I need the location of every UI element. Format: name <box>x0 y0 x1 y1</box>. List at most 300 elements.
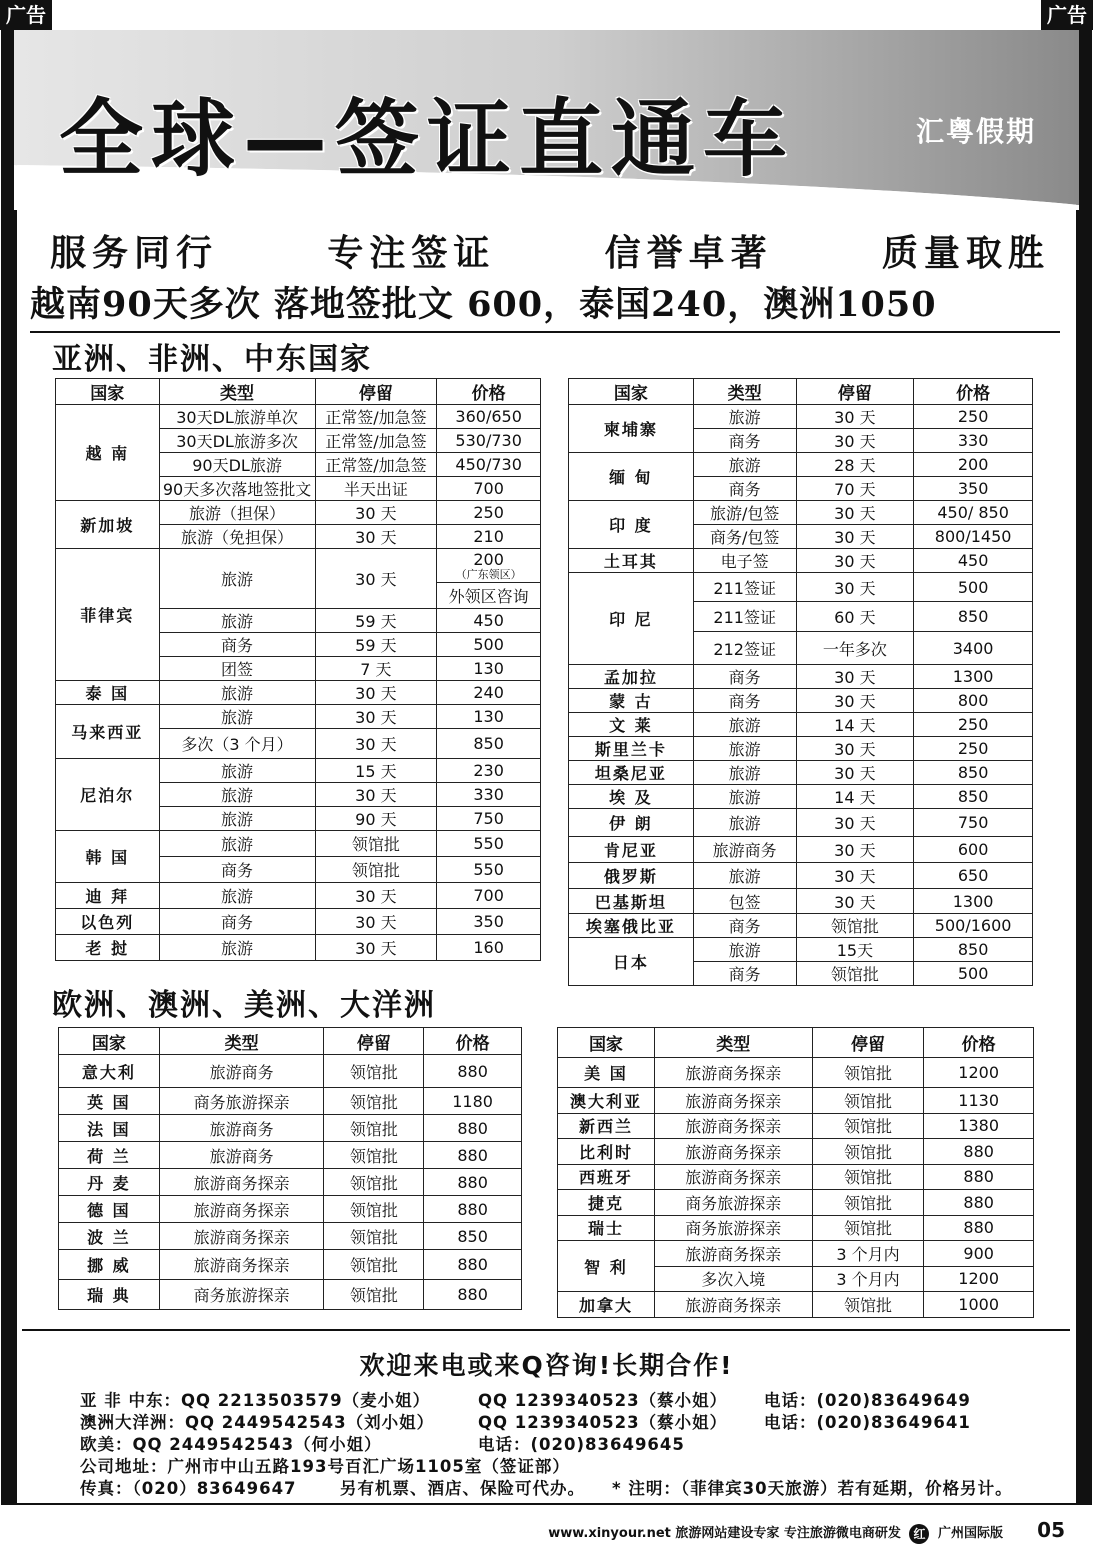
type-cell: 90天多次落地签批文 <box>159 477 315 501</box>
country-cell: 文 莱 <box>569 713 694 737</box>
type-cell: 30天DL旅游单次 <box>159 405 315 429</box>
slogan-item: 专注签证 <box>327 233 496 274</box>
type-cell: 商务 <box>693 665 796 689</box>
stay-cell: 30 天 <box>315 705 437 729</box>
header-price: 价格 <box>437 379 541 405</box>
stay-cell: 30 天 <box>796 405 914 429</box>
table-row <box>59 1250 522 1280</box>
price-cell: 550 <box>437 831 541 857</box>
type-cell: 旅游 <box>159 783 315 807</box>
table-row <box>569 689 1033 713</box>
contact-asia-qq: 亚 非 中东：QQ 2213503579（麦小姐） <box>80 1391 431 1410</box>
type-cell: 旅游 <box>159 831 315 857</box>
footer-note: * 注明：（菲律宾30天旅游）若有延期，价格另计。 <box>612 1479 1013 1498</box>
stay-cell: 30 天 <box>315 783 437 807</box>
price-cell: 880 <box>424 1055 522 1088</box>
price-cell: 880 <box>424 1196 522 1223</box>
price-cell: 250 <box>437 501 541 525</box>
price-cell: 1300 <box>914 889 1033 914</box>
country-cell: 肯尼亚 <box>569 837 694 863</box>
stay-cell: 一年多次 <box>796 632 914 665</box>
table-row <box>59 1115 522 1142</box>
stay-cell: 30 天 <box>315 909 437 935</box>
stay-cell: 3 个月内 <box>812 1266 924 1292</box>
bottom-credits <box>548 1522 1003 1544</box>
price-cell: 1000 <box>924 1292 1034 1318</box>
country-cell: 加拿大 <box>558 1292 655 1318</box>
table-row <box>558 1139 1034 1165</box>
price-cell: 1300 <box>914 665 1033 689</box>
price-cell <box>437 549 541 583</box>
stay-cell: 60 天 <box>796 602 914 632</box>
price-cell: 900 <box>924 1241 1034 1267</box>
ad-label-left: 广告 <box>0 0 52 30</box>
country-cell: 泰 国 <box>56 681 160 705</box>
stay-cell: 14 天 <box>796 713 914 737</box>
stay-cell: 领馆批 <box>812 1088 924 1114</box>
country-cell: 波 兰 <box>59 1223 160 1250</box>
type-cell: 商务 <box>693 429 796 453</box>
country-cell: 柬埔寨 <box>569 405 694 453</box>
stay-cell: 30 天 <box>796 889 914 914</box>
type-cell: 旅游 <box>693 405 796 429</box>
table-row <box>558 1241 1034 1267</box>
price-cell: 880 <box>924 1164 1034 1190</box>
country-cell: 埃 及 <box>569 785 694 809</box>
table-row <box>558 1058 1034 1088</box>
stay-cell: 14 天 <box>796 785 914 809</box>
stay-cell: 30 天 <box>796 863 914 889</box>
price-cell: 550 <box>437 857 541 883</box>
price-cell: 210 <box>437 525 541 549</box>
stay-cell: 领馆批 <box>315 857 437 883</box>
price-cell: 1180 <box>424 1088 522 1115</box>
price-cell: 450/730 <box>437 453 541 477</box>
contact-oceania-qq2: QQ 1239340523（蔡小姐） <box>478 1413 728 1432</box>
header-type: 类型 <box>159 379 315 405</box>
stay-cell: 90 天 <box>315 807 437 831</box>
table-row <box>569 914 1033 938</box>
type-cell: 商务 <box>159 909 315 935</box>
slogan-item: 质量取胜 <box>881 233 1050 274</box>
type-cell: 商务旅游探亲 <box>654 1190 812 1216</box>
stay-cell: 领馆批 <box>324 1088 424 1115</box>
price-cell: 750 <box>437 807 541 831</box>
country-cell: 马来西亚 <box>56 705 160 759</box>
price-cell: 250 <box>914 713 1033 737</box>
stay-cell: 领馆批 <box>812 1058 924 1088</box>
country-cell: 越 南 <box>56 405 160 501</box>
stay-cell: 30 天 <box>315 729 437 759</box>
table-row <box>569 737 1033 761</box>
stay-cell: 领馆批 <box>324 1142 424 1169</box>
price-cell: 330 <box>437 783 541 807</box>
type-cell: 旅游 <box>693 809 796 837</box>
price-value: 200 <box>473 550 504 569</box>
type-cell: 旅游 <box>159 705 315 729</box>
country-cell: 美 国 <box>558 1058 655 1088</box>
price-cell: 700 <box>437 883 541 909</box>
stay-cell: 领馆批 <box>812 1139 924 1165</box>
edition-label: 广州国际版 <box>937 1526 1003 1541</box>
price-cell: 450 <box>914 549 1033 573</box>
price-cell: 160 <box>437 935 541 961</box>
country-cell: 瑞 典 <box>59 1280 160 1310</box>
table-row <box>569 453 1033 477</box>
stay-cell: 30 天 <box>796 809 914 837</box>
country-cell: 荷 兰 <box>59 1142 160 1169</box>
type-cell: 电子签 <box>693 549 796 573</box>
stay-cell: 7 天 <box>315 657 437 681</box>
type-cell: 商务旅游探亲 <box>654 1215 812 1241</box>
banner <box>14 30 1079 210</box>
country-cell: 智 利 <box>558 1241 655 1292</box>
price-cell: 500/1600 <box>914 914 1033 938</box>
table-header-row <box>558 1028 1034 1058</box>
type-cell: 90天DL旅游 <box>159 453 315 477</box>
price-cell: 3400 <box>914 632 1033 665</box>
stay-cell: 30 天 <box>315 681 437 705</box>
table-row <box>569 837 1033 863</box>
stay-cell: 30 天 <box>796 573 914 602</box>
type-cell: 211签证 <box>693 602 796 632</box>
price-cell: 240 <box>437 681 541 705</box>
country-cell: 土耳其 <box>569 549 694 573</box>
stay-cell: 领馆批 <box>812 1190 924 1216</box>
section-title-asia: 亚洲、非洲、中东国家 <box>52 342 372 377</box>
price-cell: 850 <box>914 938 1033 962</box>
type-cell: 旅游商务 <box>159 1055 324 1088</box>
table-row <box>569 938 1033 962</box>
header-stay: 停留 <box>315 379 437 405</box>
price-cell: 750 <box>914 809 1033 837</box>
price-cell: 880 <box>424 1250 522 1280</box>
stay-cell: 领馆批 <box>324 1223 424 1250</box>
price-cell: 850 <box>914 785 1033 809</box>
price-cell: 1130 <box>924 1088 1034 1114</box>
country-cell: 新西兰 <box>558 1113 655 1139</box>
type-cell: 商务旅游探亲 <box>159 1088 324 1115</box>
contact-asia-tel: 电话：(020)83649649 <box>764 1391 971 1410</box>
country-cell: 巴基斯坦 <box>569 889 694 914</box>
type-cell: 旅游商务探亲 <box>159 1223 324 1250</box>
price-cell: 880 <box>924 1139 1034 1165</box>
type-cell: 旅游商务 <box>159 1142 324 1169</box>
footer-title: 欢迎来电或来Q咨询!长期合作! <box>359 1351 734 1380</box>
table-row <box>56 909 541 935</box>
stay-cell: 领馆批 <box>324 1055 424 1088</box>
stay-cell: 59 天 <box>315 633 437 657</box>
header-price: 价格 <box>924 1028 1034 1058</box>
table-row <box>569 809 1033 837</box>
table-row <box>558 1088 1034 1114</box>
stay-cell: 领馆批 <box>324 1250 424 1280</box>
stay-cell: 59 天 <box>315 609 437 633</box>
site-credit: www.xinyour.net 旅游网站建设专家 专注旅游微电商研发 <box>548 1526 901 1541</box>
type-cell: 包签 <box>693 889 796 914</box>
table-row <box>569 761 1033 785</box>
type-cell: 商务 <box>693 477 796 501</box>
country-cell: 伊 朗 <box>569 809 694 837</box>
table-row <box>56 705 541 729</box>
country-cell: 日本 <box>569 938 694 986</box>
promo-headline: 越南90天多次 落地签批文 600，泰国240，澳洲1050 <box>30 277 1060 333</box>
price-cell: 600 <box>914 837 1033 863</box>
publication-logo-icon: 红 <box>909 1524 929 1544</box>
company-address: 公司地址：广州市中山五路193号百汇广场1105室（签证部） <box>80 1457 570 1476</box>
type-cell: 旅游商务探亲 <box>654 1088 812 1114</box>
type-cell: 旅游 <box>159 549 315 609</box>
type-cell: 旅游 <box>159 883 315 909</box>
table-row <box>569 713 1033 737</box>
header-country: 国家 <box>59 1028 160 1055</box>
stay-cell: 领馆批 <box>324 1169 424 1196</box>
country-cell: 尼泊尔 <box>56 759 160 831</box>
price-cell: 880 <box>424 1115 522 1142</box>
table-row <box>558 1164 1034 1190</box>
table-row <box>558 1190 1034 1216</box>
europe-left-table <box>58 1027 522 1310</box>
banner-title: 全球—签证直通车 <box>59 90 796 188</box>
stay-cell: 领馆批 <box>324 1196 424 1223</box>
stay-cell: 3 个月内 <box>812 1241 924 1267</box>
stay-cell: 领馆批 <box>324 1280 424 1310</box>
country-cell: 西班牙 <box>558 1164 655 1190</box>
stay-cell: 30 天 <box>315 501 437 525</box>
type-cell: 商务旅游探亲 <box>159 1280 324 1310</box>
type-cell: 旅游商务探亲 <box>159 1169 324 1196</box>
country-cell: 丹 麦 <box>59 1169 160 1196</box>
country-cell: 印 度 <box>569 501 694 549</box>
table-row <box>56 883 541 909</box>
banner-brand: 汇粤假期 <box>916 115 1037 148</box>
type-cell: 商务/包签 <box>693 525 796 549</box>
stay-cell: 30 天 <box>796 761 914 785</box>
header-stay: 停留 <box>324 1028 424 1055</box>
table-row <box>59 1280 522 1310</box>
country-cell: 埃塞俄比亚 <box>569 914 694 938</box>
price-cell: 1200 <box>924 1058 1034 1088</box>
price-cell: 500 <box>437 633 541 657</box>
price-cell: 880 <box>424 1169 522 1196</box>
fax: 传真：（020）83649647 <box>80 1479 297 1498</box>
type-cell: 旅游 <box>693 761 796 785</box>
country-cell: 缅 甸 <box>569 453 694 501</box>
stay-cell: 28 天 <box>796 453 914 477</box>
stay-cell: 领馆批 <box>812 1215 924 1241</box>
country-cell: 英 国 <box>59 1088 160 1115</box>
header-type: 类型 <box>693 379 796 405</box>
contact-oceania-tel: 电话：(020)83649641 <box>764 1413 971 1432</box>
type-cell: 旅游商务探亲 <box>159 1196 324 1223</box>
europe-right-table <box>557 1027 1034 1318</box>
country-cell: 以色列 <box>56 909 160 935</box>
price-cell: 450 <box>437 609 541 633</box>
header-country: 国家 <box>56 379 160 405</box>
type-cell: 旅游 <box>693 713 796 737</box>
price-cell: 530/730 <box>437 429 541 453</box>
type-cell: 旅游 <box>159 759 315 783</box>
stay-cell: 30 天 <box>796 429 914 453</box>
type-cell: 多次入境 <box>654 1266 812 1292</box>
stay-cell: 15天 <box>796 938 914 962</box>
price-cell: 880 <box>424 1142 522 1169</box>
table-row <box>56 549 541 583</box>
type-cell: 旅游 <box>693 737 796 761</box>
price-cell: 850 <box>914 761 1033 785</box>
header-stay: 停留 <box>812 1028 924 1058</box>
table-row <box>569 665 1033 689</box>
table-row <box>59 1196 522 1223</box>
country-cell: 比利时 <box>558 1139 655 1165</box>
stay-cell: 70 天 <box>796 477 914 501</box>
table-row <box>558 1113 1034 1139</box>
table-header-row <box>56 379 541 405</box>
table-row <box>558 1292 1034 1318</box>
price-cell: 250 <box>914 405 1033 429</box>
price-cell: 500 <box>914 573 1033 602</box>
type-cell: 30天DL旅游多次 <box>159 429 315 453</box>
price-cell: 850 <box>437 729 541 759</box>
price-cell: 880 <box>424 1280 522 1310</box>
table-row <box>56 759 541 783</box>
table-row <box>569 889 1033 914</box>
stay-cell: 30 天 <box>796 665 914 689</box>
table-row <box>56 831 541 857</box>
type-cell: 旅游商务探亲 <box>654 1292 812 1318</box>
country-cell: 老 挝 <box>56 935 160 961</box>
price-cell: 500 <box>914 962 1033 986</box>
country-cell: 德 国 <box>59 1196 160 1223</box>
stay-cell: 30 天 <box>796 737 914 761</box>
stay-cell: 正常签/加急签 <box>315 429 437 453</box>
table-row <box>569 785 1033 809</box>
type-cell: 旅游 <box>159 681 315 705</box>
type-cell: 商务 <box>693 689 796 713</box>
extra-services: 另有机票、酒店、保险可代办。 <box>340 1479 585 1498</box>
type-cell: 旅游 <box>693 863 796 889</box>
type-cell: 旅游（免担保） <box>159 525 315 549</box>
stay-cell: 30 天 <box>315 549 437 609</box>
price-cell: 880 <box>924 1215 1034 1241</box>
country-cell: 俄罗斯 <box>569 863 694 889</box>
country-cell: 迪 拜 <box>56 883 160 909</box>
footer-divider <box>22 1329 1070 1331</box>
type-cell: 旅游 <box>159 935 315 961</box>
price-cell: 130 <box>437 657 541 681</box>
country-cell: 澳大利亚 <box>558 1088 655 1114</box>
type-cell: 旅游商务探亲 <box>654 1058 812 1088</box>
type-cell: 旅游商务 <box>693 837 796 863</box>
type-cell: 旅游（担保） <box>159 501 315 525</box>
contact-oceania-qq: 澳洲大洋洲：QQ 2449542543（刘小姐） <box>80 1413 435 1432</box>
stay-cell: 领馆批 <box>796 914 914 938</box>
table-row <box>558 1215 1034 1241</box>
country-cell: 坦桑尼亚 <box>569 761 694 785</box>
ad-label-right: 广告 <box>1041 0 1093 30</box>
price-cell: 外领区咨询 <box>437 583 541 609</box>
asia-left-table <box>55 378 541 961</box>
type-cell: 多次（3 个月） <box>159 729 315 759</box>
type-cell: 旅游 <box>159 609 315 633</box>
type-cell: 旅游 <box>693 453 796 477</box>
price-cell: 650 <box>914 863 1033 889</box>
stay-cell: 正常签/加急签 <box>315 405 437 429</box>
price-cell: 450/ 850 <box>914 501 1033 525</box>
header-price: 价格 <box>914 379 1033 405</box>
stay-cell: 正常签/加急签 <box>315 453 437 477</box>
type-cell: 商务 <box>159 857 315 883</box>
stay-cell: 30 天 <box>796 501 914 525</box>
table-row <box>59 1169 522 1196</box>
stay-cell: 领馆批 <box>324 1115 424 1142</box>
table-row <box>59 1055 522 1088</box>
type-cell: 旅游/包签 <box>693 501 796 525</box>
price-cell: 1200 <box>924 1266 1034 1292</box>
country-cell: 意大利 <box>59 1055 160 1088</box>
stay-cell: 15 天 <box>315 759 437 783</box>
contact-eu-tel: 电话：(020)83649645 <box>478 1435 685 1454</box>
table-row <box>569 405 1033 429</box>
stay-cell: 领馆批 <box>796 962 914 986</box>
stay-cell: 领馆批 <box>812 1292 924 1318</box>
table-row <box>569 501 1033 525</box>
table-row <box>59 1223 522 1250</box>
table-header-row <box>569 379 1033 405</box>
table-row <box>56 681 541 705</box>
country-cell: 印 尼 <box>569 573 694 665</box>
asia-right-table <box>568 378 1033 986</box>
type-cell: 商务 <box>693 914 796 938</box>
country-cell: 挪 威 <box>59 1250 160 1280</box>
table-row <box>56 405 541 429</box>
header-type: 类型 <box>654 1028 812 1058</box>
price-cell: 850 <box>914 602 1033 632</box>
price-cell: 350 <box>437 909 541 935</box>
table-row <box>56 935 541 961</box>
header-price: 价格 <box>424 1028 522 1055</box>
contact-asia-qq2: QQ 1239340523（蔡小姐） <box>478 1391 728 1410</box>
slogan-item: 信誉卓著 <box>604 233 773 274</box>
table-row <box>569 863 1033 889</box>
price-cell: 800/1450 <box>914 525 1033 549</box>
type-cell: 212签证 <box>693 632 796 665</box>
price-cell: 800 <box>914 689 1033 713</box>
stay-cell: 30 天 <box>796 689 914 713</box>
section-title-europe: 欧洲、澳洲、美洲、大洋洲 <box>52 988 436 1023</box>
stay-cell: 领馆批 <box>812 1164 924 1190</box>
price-note: （广东领区） <box>455 568 522 581</box>
slogan <box>50 225 1050 276</box>
header-type: 类型 <box>159 1028 324 1055</box>
page-number: 05 <box>1037 1518 1065 1542</box>
stay-cell: 30 天 <box>796 525 914 549</box>
header-stay: 停留 <box>796 379 914 405</box>
type-cell: 旅游 <box>693 785 796 809</box>
type-cell: 旅游商务探亲 <box>654 1164 812 1190</box>
type-cell: 旅游商务探亲 <box>654 1113 812 1139</box>
country-cell: 孟加拉 <box>569 665 694 689</box>
type-cell: 旅游商务探亲 <box>654 1241 812 1267</box>
table-row <box>59 1088 522 1115</box>
country-cell: 斯里兰卡 <box>569 737 694 761</box>
type-cell: 旅游商务探亲 <box>159 1250 324 1280</box>
price-cell: 350 <box>914 477 1033 501</box>
country-cell: 捷克 <box>558 1190 655 1216</box>
price-cell: 700 <box>437 477 541 501</box>
stay-cell: 领馆批 <box>315 831 437 857</box>
type-cell: 旅游商务 <box>159 1115 324 1142</box>
